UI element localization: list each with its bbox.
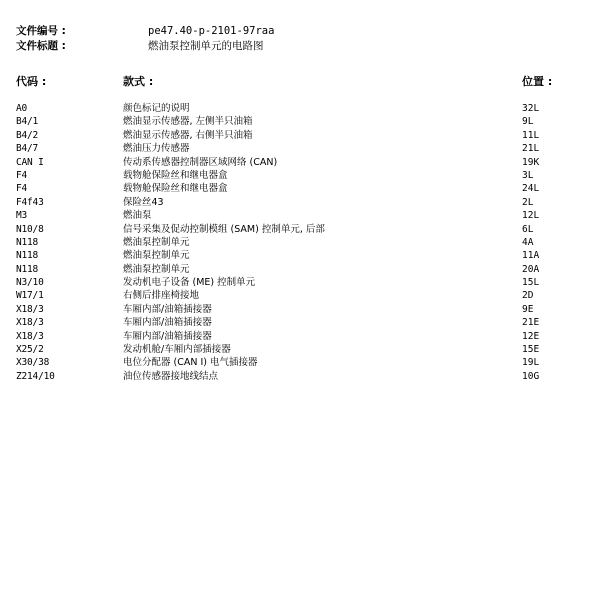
table-row	[16, 316, 592, 329]
doc-title-label: 文件标题 :	[16, 40, 66, 52]
column-header-position: 位置 :	[522, 75, 553, 88]
table-row	[16, 263, 592, 276]
component-description: 颜色标记的说明	[123, 103, 190, 114]
component-code: A0	[16, 103, 28, 114]
component-description: 燃油显示传感器, 右侧半只油箱	[123, 129, 253, 141]
component-code: X18/3	[16, 317, 44, 329]
document	[16, 24, 592, 383]
table-row	[16, 223, 592, 236]
component-position: 9E	[522, 303, 534, 315]
table-row	[16, 330, 592, 343]
component-position: 3L	[522, 169, 534, 181]
component-code: B4/7	[16, 143, 39, 155]
table-row	[16, 102, 592, 115]
component-code: N118	[16, 236, 39, 248]
component-code: M3	[16, 210, 28, 222]
component-position: 15L	[522, 277, 540, 289]
component-description: 载物舱保险丝和继电器盒	[123, 183, 228, 195]
component-position: 11A	[522, 250, 540, 262]
component-position: 12L	[522, 210, 540, 222]
component-position: 6L	[522, 223, 534, 235]
component-description: 发动机舱/车厢内部插接器	[123, 344, 231, 356]
component-code: B4/2	[16, 129, 39, 141]
component-description: 信号采集及促动控制模组 (SAM) 控制单元, 后部	[123, 223, 325, 235]
component-position: 32L	[522, 103, 540, 114]
column-header-description: 款式 :	[123, 75, 154, 88]
component-code: X30/38	[16, 357, 50, 369]
component-position: 2D	[522, 290, 534, 302]
table-row	[16, 115, 592, 128]
component-description: 燃油泵控制单元	[123, 250, 190, 262]
table-row	[16, 236, 592, 249]
component-description: 电位分配器 (CAN I) 电气插接器	[123, 357, 258, 369]
doc-title-value: 燃油泵控制单元的电路图	[148, 40, 264, 52]
component-code: F4f43	[16, 196, 44, 208]
component-description: 车厢内部/油箱插接器	[123, 303, 212, 315]
component-position: 11L	[522, 129, 540, 141]
component-description: 发动机电子设备 (ME) 控制单元	[123, 277, 256, 289]
component-table	[16, 102, 592, 383]
table-header	[16, 74, 592, 90]
component-description: 车厢内部/油箱插接器	[123, 317, 212, 329]
component-description: 燃油泵控制单元	[123, 236, 190, 248]
component-description: 油位传感器接地线结点	[123, 370, 219, 382]
column-header-code: 代码 :	[16, 75, 47, 88]
component-description: 燃油压力传感器	[123, 143, 190, 155]
component-code: N10/8	[16, 223, 44, 235]
table-row	[16, 142, 592, 155]
component-code: W17/1	[16, 290, 44, 302]
table-row	[16, 182, 592, 195]
component-code: N118	[16, 250, 39, 262]
component-position: 2L	[522, 196, 534, 208]
component-code: N118	[16, 263, 39, 275]
component-position: 9L	[522, 116, 534, 128]
table-row	[16, 209, 592, 222]
table-row	[16, 129, 592, 142]
doc-number-row	[16, 24, 592, 39]
table-row	[16, 343, 592, 356]
component-code: F4	[16, 169, 28, 181]
table-row	[16, 196, 592, 209]
component-position: 19K	[522, 156, 540, 168]
component-description: 载物舱保险丝和继电器盒	[123, 169, 228, 181]
component-position: 12E	[522, 330, 540, 342]
component-code: Z214/10	[16, 370, 55, 382]
table-row	[16, 156, 592, 169]
component-position: 20A	[522, 263, 540, 275]
component-position: 21E	[522, 317, 540, 329]
table-row	[16, 303, 592, 316]
component-description: 右侧后排座椅接地	[123, 290, 200, 302]
table-row	[16, 356, 592, 369]
component-position: 24L	[522, 183, 540, 195]
doc-number-label: 文件编号 :	[16, 25, 66, 37]
component-code: F4	[16, 183, 28, 195]
table-row	[16, 289, 592, 302]
component-position: 4A	[522, 236, 534, 248]
component-description: 保险丝43	[123, 196, 164, 208]
component-description: 传动系传感器控制器区域网络 (CAN)	[123, 156, 278, 168]
component-position: 19L	[522, 357, 540, 369]
component-position: 21L	[522, 143, 540, 155]
component-code: N3/10	[16, 277, 44, 289]
component-position: 15E	[522, 344, 540, 356]
doc-number-value: pe47.40-p-2101-97raa	[148, 25, 275, 37]
table-row	[16, 249, 592, 262]
component-code: X18/3	[16, 330, 44, 342]
component-code: B4/1	[16, 116, 39, 128]
component-description: 燃油泵	[123, 210, 152, 222]
table-row	[16, 370, 592, 383]
doc-title-row	[16, 39, 592, 54]
component-position: 10G	[522, 370, 540, 382]
component-description: 燃油显示传感器, 左侧半只油箱	[123, 116, 253, 128]
component-description: 燃油泵控制单元	[123, 263, 190, 275]
table-row	[16, 169, 592, 182]
table-row	[16, 276, 592, 289]
component-code: CAN I	[16, 156, 44, 168]
component-description: 车厢内部/油箱插接器	[123, 330, 212, 342]
component-code: X18/3	[16, 303, 44, 315]
component-code: X25/2	[16, 344, 44, 356]
